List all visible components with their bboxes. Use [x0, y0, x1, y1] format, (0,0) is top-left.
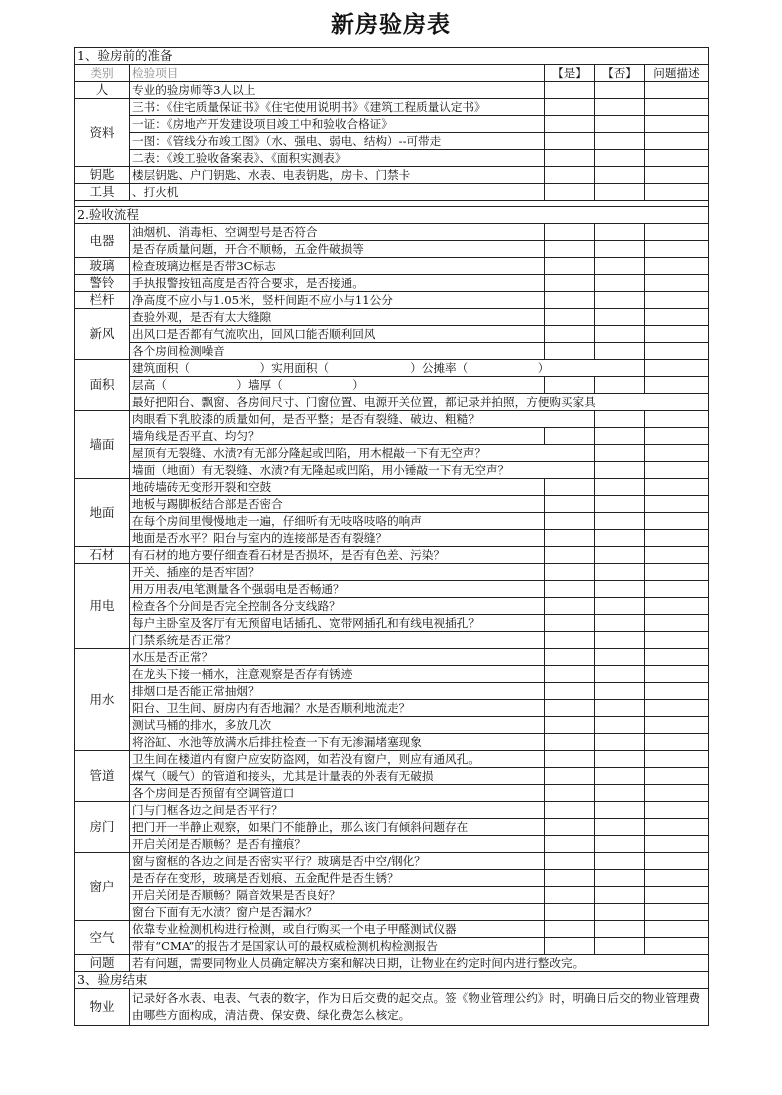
- yes-cell[interactable]: [545, 819, 595, 836]
- no-cell[interactable]: [595, 275, 645, 292]
- yes-cell[interactable]: [545, 785, 595, 802]
- desc-cell[interactable]: [645, 785, 709, 802]
- desc-cell[interactable]: [645, 938, 709, 955]
- desc-cell[interactable]: [645, 598, 709, 615]
- yes-cell[interactable]: [545, 377, 595, 394]
- desc-cell[interactable]: [645, 768, 709, 785]
- item-cell: 是否存在变形，玻璃是否划痕、五金配件是否生锈？: [130, 870, 545, 887]
- desc-cell[interactable]: [645, 870, 709, 887]
- yes-cell[interactable]: [545, 853, 595, 870]
- yes-cell[interactable]: [545, 802, 595, 819]
- category-cell: 新风: [75, 309, 130, 360]
- no-cell[interactable]: [595, 785, 645, 802]
- item-cell: 窗台下面有无水渍？窗户是否漏水？: [130, 904, 545, 921]
- item-cell: 依靠专业检测机构进行检测，或自行购买一个电子甲醛测试仪器: [130, 921, 545, 938]
- yes-cell[interactable]: [545, 683, 595, 700]
- item-cell: 开启关闭是否顺畅？是否有撞痕？: [130, 836, 545, 853]
- category-cell: 玻璃: [75, 258, 130, 275]
- no-cell[interactable]: [595, 462, 645, 479]
- item-cell: 、打火机: [130, 184, 545, 201]
- item-cell: 净高度不应小与1.05米，竖杆间距不应小与11公分: [130, 292, 545, 309]
- desc-cell[interactable]: [645, 666, 709, 683]
- item-cell: 肉眼看下乳胶漆的质量如何，是否平整；是否有裂缝、破边、粗糙？: [130, 411, 595, 428]
- desc-cell[interactable]: [645, 683, 709, 700]
- desc-cell[interactable]: [645, 309, 709, 326]
- yes-cell[interactable]: [545, 99, 595, 116]
- no-cell[interactable]: [595, 496, 645, 513]
- no-cell[interactable]: [595, 241, 645, 258]
- desc-cell[interactable]: [645, 547, 709, 564]
- desc-cell[interactable]: [645, 479, 709, 496]
- item-cell: 记录好各水表、电表、气表的数字，作为日后交费的起交点。签《物业管理公约》时，明确日后交的物业管理费由哪些方面构成，清洁费、保安费、绿化费怎么核定。: [130, 989, 709, 1026]
- yes-cell[interactable]: [545, 547, 595, 564]
- no-cell[interactable]: [595, 921, 645, 938]
- yes-cell[interactable]: [545, 598, 595, 615]
- category-cell: 房门: [75, 802, 130, 853]
- no-cell[interactable]: [595, 530, 645, 547]
- desc-cell[interactable]: [645, 133, 709, 150]
- item-cell: 门与门框各边之间是否平行？: [130, 802, 545, 819]
- item-cell: 墙角线是否平直、均匀？: [130, 428, 545, 445]
- yes-cell[interactable]: [545, 649, 595, 666]
- no-cell[interactable]: [595, 99, 645, 116]
- no-cell[interactable]: [595, 700, 645, 717]
- desc-cell[interactable]: [645, 700, 709, 717]
- page-title: 新房验房表: [331, 12, 451, 38]
- no-cell[interactable]: [595, 513, 645, 530]
- yes-cell[interactable]: [545, 150, 595, 167]
- item-cell: 有石材的地方要仔细查看石材是否损坏，是否有色差、污染？: [130, 547, 545, 564]
- category-cell: 人: [75, 82, 130, 99]
- desc-cell[interactable]: [645, 258, 709, 275]
- category-cell: 钥匙: [75, 167, 130, 184]
- yes-cell[interactable]: [545, 717, 595, 734]
- no-cell[interactable]: [595, 428, 645, 445]
- no-cell[interactable]: [595, 547, 645, 564]
- no-cell[interactable]: [595, 184, 645, 201]
- yes-cell[interactable]: [545, 751, 595, 768]
- yes-cell[interactable]: [545, 666, 595, 683]
- yes-cell[interactable]: [545, 82, 595, 99]
- category-cell: 资料: [75, 99, 130, 167]
- no-cell[interactable]: [595, 853, 645, 870]
- no-cell[interactable]: [595, 666, 645, 683]
- desc-cell[interactable]: [645, 649, 709, 666]
- desc-cell[interactable]: [645, 167, 709, 184]
- category-cell: 空气: [75, 921, 130, 955]
- category-cell: 石材: [75, 547, 130, 564]
- category-cell: 电器: [75, 224, 130, 258]
- item-cell: 出风口是否都有气流吹出，回风口能否顺利回风: [130, 326, 545, 343]
- item-cell: 窗与窗框的各边之间是否密实平行？玻璃是否中空/钢化？: [130, 853, 545, 870]
- desc-cell[interactable]: [645, 581, 709, 598]
- desc-cell[interactable]: [645, 904, 709, 921]
- desc-cell[interactable]: [645, 632, 709, 649]
- no-cell[interactable]: [595, 768, 645, 785]
- desc-cell[interactable]: [645, 275, 709, 292]
- yes-cell[interactable]: [545, 700, 595, 717]
- item-cell: 带有“CMA”的报告才是国家认可的最权威检测机构检测报告: [130, 938, 545, 955]
- item-cell: 是否存质量问题，开合不顺畅，五金件破损等: [130, 241, 545, 258]
- item-cell: 屋顶有无裂缝、水渍?有无部分隆起或凹陷，用木棍敲一下有无空声？: [130, 445, 595, 462]
- desc-cell[interactable]: [645, 224, 709, 241]
- yes-cell[interactable]: [545, 479, 595, 496]
- category-cell: 工具: [75, 184, 130, 201]
- yes-cell[interactable]: [545, 167, 595, 184]
- no-cell[interactable]: [595, 819, 645, 836]
- yes-cell[interactable]: [545, 530, 595, 547]
- no-cell[interactable]: [595, 411, 645, 428]
- category-cell: 物业: [75, 989, 130, 1026]
- desc-cell[interactable]: [645, 836, 709, 853]
- desc-cell[interactable]: [645, 819, 709, 836]
- item-cell: 各个房间检测噪音: [130, 343, 545, 360]
- category-cell: 墙面: [75, 411, 130, 479]
- item-cell: 最好把阳台、飘窗、各房间尺寸、门窗位置、电源开关位置，都记录并拍照，方便购买家具: [130, 394, 709, 411]
- item-cell: 把门开一半静止观察，如果门不能静止，那么该门有倾斜问题存在: [130, 819, 545, 836]
- header-item: 检验项目: [130, 65, 545, 82]
- no-cell[interactable]: [595, 632, 645, 649]
- desc-cell[interactable]: [645, 377, 709, 394]
- item-cell: 水压是否正常？: [130, 649, 545, 666]
- no-cell[interactable]: [595, 751, 645, 768]
- yes-cell[interactable]: [545, 326, 595, 343]
- no-cell[interactable]: [595, 479, 645, 496]
- yes-cell[interactable]: [545, 241, 595, 258]
- item-cell: 地板与踢脚板结合部是否密合: [130, 496, 545, 513]
- desc-cell[interactable]: [645, 326, 709, 343]
- desc-cell[interactable]: [645, 116, 709, 133]
- desc-cell[interactable]: [645, 802, 709, 819]
- desc-cell[interactable]: [645, 513, 709, 530]
- item-cell: 一证：《房地产开发建设项目竣工中和验收合格证》: [130, 116, 545, 133]
- item-cell: 卫生间在楼道内有窗户应安防盗网，如若没有窗户，则应有通风孔。: [130, 751, 545, 768]
- item-cell: 每户主卧室及客厅有无预留电话插孔、宽带网插孔和有线电视插孔？: [130, 615, 545, 632]
- item-cell: 查验外观，是否有太大缝隙: [130, 309, 545, 326]
- item-cell: 二表：《竣工验收备案表》、《面积实测表》: [130, 150, 545, 167]
- inspection-table: [74, 47, 709, 1026]
- no-cell[interactable]: [595, 887, 645, 904]
- item-cell: 若有问题，需要同物业人员确定解决方案和解决日期，让物业在约定时间内进行整改完。: [130, 955, 709, 972]
- header-category: 类别: [75, 65, 130, 82]
- desc-cell[interactable]: [645, 921, 709, 938]
- item-cell: 地面是否水平？阳台与室内的连接部是否有裂缝？: [130, 530, 545, 547]
- desc-cell[interactable]: [645, 462, 709, 479]
- yes-cell[interactable]: [545, 836, 595, 853]
- category-cell: 管道: [75, 751, 130, 802]
- category-cell: 问题: [75, 955, 130, 972]
- desc-cell[interactable]: [645, 734, 709, 751]
- yes-cell[interactable]: [545, 292, 595, 309]
- header-yes: 【是】: [545, 65, 595, 82]
- no-cell[interactable]: [595, 343, 645, 360]
- yes-cell[interactable]: [545, 275, 595, 292]
- no-cell[interactable]: [595, 870, 645, 887]
- category-cell: 面积: [75, 360, 130, 411]
- no-cell[interactable]: [595, 82, 645, 99]
- item-cell: 手执报警按钮高度是否符合要求，是否接通。: [130, 275, 545, 292]
- item-cell: 检查各个分间是否完全控制各分支线路？: [130, 598, 545, 615]
- yes-cell[interactable]: [545, 921, 595, 938]
- category-cell: 用电: [75, 564, 130, 649]
- yes-cell[interactable]: [545, 496, 595, 513]
- item-cell: 阳台、卫生间、厨房内有否地漏？水是否顺利地流走？: [130, 700, 545, 717]
- no-cell[interactable]: [595, 598, 645, 615]
- no-cell[interactable]: [595, 133, 645, 150]
- no-cell[interactable]: [595, 836, 645, 853]
- yes-cell[interactable]: [545, 615, 595, 632]
- no-cell[interactable]: [595, 116, 645, 133]
- desc-cell[interactable]: [645, 82, 709, 99]
- item-cell: 各个房间是否预留有空调管道口: [130, 785, 545, 802]
- item-cell: 墙面（地面）有无裂缝、水渍?有无隆起或凹陷，用小锤敲一下有无空声？: [130, 462, 595, 479]
- item-cell: 检查玻璃边框是否带3C标志: [130, 258, 545, 275]
- desc-cell[interactable]: [645, 411, 709, 428]
- yes-cell[interactable]: [545, 632, 595, 649]
- item-cell: 地砖墙砖无变形开裂和空鼓: [130, 479, 545, 496]
- desc-cell[interactable]: [645, 184, 709, 201]
- no-cell[interactable]: [595, 904, 645, 921]
- header-desc: 问题描述: [645, 65, 709, 82]
- no-cell[interactable]: [595, 377, 645, 394]
- no-cell[interactable]: [595, 258, 645, 275]
- no-cell[interactable]: [595, 938, 645, 955]
- yes-cell[interactable]: [545, 887, 595, 904]
- yes-cell[interactable]: [545, 309, 595, 326]
- item-cell: 开关、插座的是否牢固？: [130, 564, 545, 581]
- item-cell: 专业的验房师等3人以上: [130, 82, 545, 99]
- desc-cell[interactable]: [645, 530, 709, 547]
- no-cell[interactable]: [595, 150, 645, 167]
- item-cell: 开启关闭是否顺畅？隔音效果是否良好？: [130, 887, 545, 904]
- no-cell[interactable]: [595, 445, 645, 462]
- item-cell: 层高（ ）墙厚（ ）: [130, 377, 545, 394]
- item-cell: 建筑面积（ ）实用面积（ ）公摊率（ ）: [130, 360, 645, 377]
- no-cell[interactable]: [595, 615, 645, 632]
- item-cell: 油烟机、消毒柜、空调型号是否符合: [130, 224, 545, 241]
- no-cell[interactable]: [595, 683, 645, 700]
- desc-cell[interactable]: [645, 428, 709, 445]
- desc-cell[interactable]: [645, 150, 709, 167]
- yes-cell[interactable]: [545, 258, 595, 275]
- desc-cell[interactable]: [645, 564, 709, 581]
- desc-cell[interactable]: [645, 343, 709, 360]
- category-cell: 窗户: [75, 853, 130, 921]
- no-cell[interactable]: [595, 802, 645, 819]
- yes-cell[interactable]: [545, 343, 595, 360]
- item-cell: 三书：《住宅质量保证书》《住宅使用说明书》《建筑工程质量认定书》: [130, 99, 545, 116]
- no-cell[interactable]: [595, 292, 645, 309]
- no-cell[interactable]: [595, 167, 645, 184]
- section-heading: 2.验收流程: [75, 207, 709, 224]
- category-cell: 栏杆: [75, 292, 130, 309]
- yes-cell[interactable]: [545, 870, 595, 887]
- category-cell: 警铃: [75, 275, 130, 292]
- yes-cell[interactable]: [545, 734, 595, 751]
- yes-cell[interactable]: [545, 564, 595, 581]
- no-cell[interactable]: [595, 326, 645, 343]
- item-cell: 排烟口是否能正常抽烟？: [130, 683, 545, 700]
- item-cell: 楼层钥匙、户门钥匙、水表、电表钥匙，房卡、门禁卡: [130, 167, 545, 184]
- category-cell: 地面: [75, 479, 130, 547]
- yes-cell[interactable]: [545, 133, 595, 150]
- header-no: 【否】: [595, 65, 645, 82]
- yes-cell[interactable]: [545, 581, 595, 598]
- yes-cell[interactable]: [545, 428, 595, 445]
- item-cell: 将浴缸、水池等放满水后排拄检查一下有无渗漏堵塞现象: [130, 734, 545, 751]
- item-cell: 一图：《管线分布竣工图》（水、强电、弱电、结构）--可带走: [130, 133, 545, 150]
- yes-cell[interactable]: [545, 768, 595, 785]
- category-cell: 用水: [75, 649, 130, 751]
- desc-cell[interactable]: [645, 615, 709, 632]
- desc-cell[interactable]: [645, 496, 709, 513]
- desc-cell[interactable]: [645, 360, 709, 377]
- item-cell: 煤气（暖气）的管道和接头，尤其是计量表的外表有无破损: [130, 768, 545, 785]
- desc-cell[interactable]: [645, 751, 709, 768]
- no-cell[interactable]: [595, 564, 645, 581]
- desc-cell[interactable]: [645, 292, 709, 309]
- section-heading: 3、验房结束: [75, 972, 709, 989]
- no-cell[interactable]: [595, 581, 645, 598]
- item-cell: 用万用表/电笔测量各个强弱电是否畅通？: [130, 581, 545, 598]
- item-cell: 在每个房间里慢慢地走一遍，仔细听有无吱咯吱咯的响声: [130, 513, 545, 530]
- no-cell[interactable]: [595, 649, 645, 666]
- no-cell[interactable]: [595, 224, 645, 241]
- section-heading: 1、验房前的准备: [75, 48, 709, 65]
- no-cell[interactable]: [595, 734, 645, 751]
- no-cell[interactable]: [595, 309, 645, 326]
- yes-cell[interactable]: [545, 116, 595, 133]
- desc-cell[interactable]: [645, 853, 709, 870]
- desc-cell[interactable]: [645, 887, 709, 904]
- desc-cell[interactable]: [645, 717, 709, 734]
- item-cell: 在龙头下接一桶水，注意观察是否存有锈迹: [130, 666, 545, 683]
- yes-cell[interactable]: [545, 184, 595, 201]
- desc-cell[interactable]: [645, 99, 709, 116]
- yes-cell[interactable]: [545, 904, 595, 921]
- item-cell: 门禁系统是否正常？: [130, 632, 545, 649]
- yes-cell[interactable]: [545, 513, 595, 530]
- yes-cell[interactable]: [545, 938, 595, 955]
- no-cell[interactable]: [595, 717, 645, 734]
- desc-cell[interactable]: [645, 445, 709, 462]
- yes-cell[interactable]: [545, 224, 595, 241]
- item-cell: 测试马桶的排水，多放几次: [130, 717, 545, 734]
- desc-cell[interactable]: [645, 241, 709, 258]
